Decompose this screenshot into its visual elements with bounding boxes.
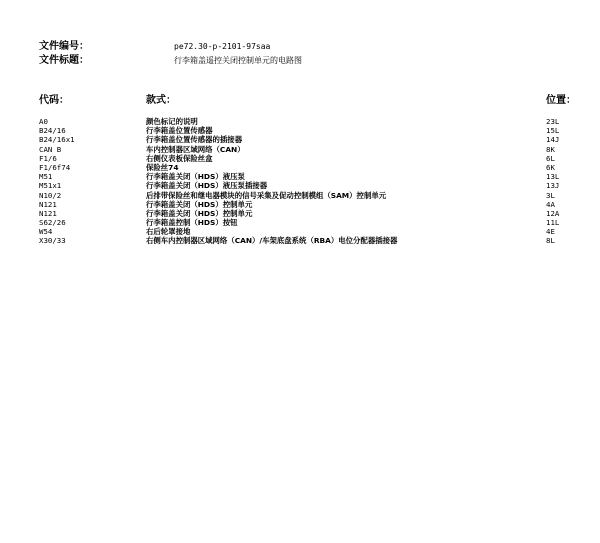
row-description: 颜色标记的说明: [146, 117, 198, 126]
row-position: 8L: [546, 236, 555, 246]
row-description: 后排带保险丝和继电器模块的信号采集及促动控制模组（SAM）控制单元: [146, 190, 387, 200]
row-description: 行李箱盖关闭（HDS）液压泵: [146, 172, 245, 182]
table-row: [0, 145, 600, 154]
row-code: M51x1: [39, 181, 62, 191]
row-description: 右侧车内控制器区域网络（CAN）/车架底盘系统（RBA）电位分配器插接器: [146, 236, 398, 246]
row-position: 14J: [546, 135, 560, 145]
row-position: 13J: [546, 181, 560, 191]
row-position: 4A: [546, 199, 555, 209]
document-number-value: pe72.30-p-2101-97saa: [174, 42, 271, 51]
table-row: [0, 181, 600, 190]
row-code: B24/16x1: [39, 135, 75, 145]
row-position: 11L: [546, 218, 560, 228]
row-position: 15L: [546, 126, 560, 136]
table-row: [0, 200, 600, 209]
header-code: 代码：: [39, 95, 69, 106]
table-row: [0, 191, 600, 200]
row-position: 23L: [546, 117, 560, 126]
row-description: 行李箱盖位置传感器的插接器: [146, 135, 243, 145]
row-position: 13L: [546, 172, 560, 182]
document-title-label: 文件标题：: [39, 55, 89, 66]
row-position: 8K: [546, 144, 555, 154]
document-number-label: 文件编号：: [39, 41, 89, 52]
row-code: F1/6f74: [39, 162, 71, 172]
row-code: N121: [39, 208, 57, 218]
row-description: 行李箱盖关闭（HDS）控制单元: [146, 208, 253, 218]
table-row: [0, 154, 600, 163]
component-table: [0, 117, 600, 246]
document-title-value: 行李箱盖遥控关闭控制单元的电路图: [174, 56, 302, 65]
row-position: 4E: [546, 227, 555, 237]
table-row: [0, 209, 600, 218]
row-description: 行李箱盖关闭（HDS）液压泵插接器: [146, 181, 268, 191]
table-row: [0, 126, 600, 135]
table-row: [0, 135, 600, 144]
row-description: 行李箱盖控制（HDS）按钮: [146, 218, 238, 228]
row-code: CAN B: [39, 144, 62, 154]
row-code: B24/16: [39, 126, 66, 136]
row-position: 12A: [546, 208, 560, 218]
table-row: [0, 236, 600, 245]
row-description: 右侧仪表板保险丝盒: [146, 153, 213, 163]
row-position: 3L: [546, 190, 555, 200]
row-description: 保险丝74: [146, 162, 179, 172]
row-description: 行李箱盖位置传感器: [146, 126, 213, 136]
row-position: 6K: [546, 162, 555, 172]
table-row: [0, 227, 600, 236]
row-description: 右后轮罩接地: [146, 227, 191, 237]
header-description: 款式：: [146, 95, 176, 106]
row-code: S62/26: [39, 218, 66, 228]
header-position: 位置：: [546, 95, 576, 106]
table-row: [0, 218, 600, 227]
row-code: M51: [39, 172, 53, 182]
table-row: [0, 172, 600, 181]
row-description: 行李箱盖关闭（HDS）控制单元: [146, 199, 253, 209]
row-position: 6L: [546, 153, 555, 163]
row-description: 车内控制器区域网络（CAN）: [146, 144, 245, 154]
table-row: [0, 117, 600, 126]
row-code: W54: [39, 227, 53, 237]
table-row: [0, 163, 600, 172]
row-code: X30/33: [39, 236, 66, 246]
row-code: A0: [39, 117, 48, 126]
row-code: N10/2: [39, 190, 62, 200]
row-code: F1/6: [39, 153, 57, 163]
row-code: N121: [39, 199, 57, 209]
